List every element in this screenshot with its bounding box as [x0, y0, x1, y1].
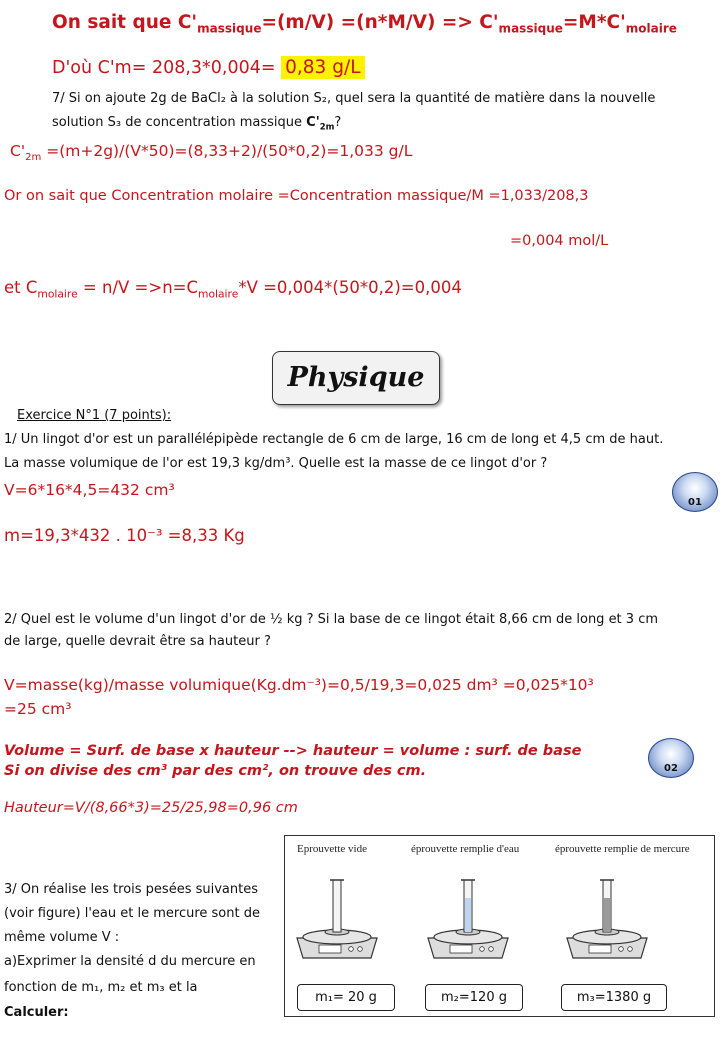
volume-calculation: V=6*16*4,5=432 cm³: [4, 481, 175, 499]
question-3-line-1: 3/ On réalise les trois pesées suivantes: [4, 882, 258, 897]
exercise-title: Exercice N°1 (7 points):: [17, 408, 172, 423]
physique-title: Physique: [272, 351, 440, 405]
question-2-line-1: 2/ Quel est le volume d'un lingot d'or de ½ kg ? Si la base de ce lingot était 8,66 cm de long et 3 cm: [4, 612, 659, 627]
caption-mercury-cylinder: éprouvette remplie de mercure: [555, 843, 690, 855]
question-3-line-4: a)Exprimer la densité d du mercure en: [4, 954, 256, 969]
chem-line-1: On sait que $C'_{massique}=(m/V) =(n*M/V) => C'_{massique}=M*C'_{molaire}$: [52, 12, 677, 36]
question-2-line-2: de large, quelle devrait être sa hauteur ?: [4, 634, 271, 649]
caption-empty-cylinder: Eprouvette vide: [297, 843, 367, 855]
question-7-line-2: solution S₃ de concentration massique $C'_{2m}$?: [52, 115, 342, 132]
mass-calculation: m=19,3*432 . 10⁻³ =8,33 Kg: [4, 526, 245, 545]
caption-water-cylinder: éprouvette remplie d'eau: [411, 843, 520, 855]
weighing-figure: [284, 835, 715, 1017]
height-calculation: Hauteur=V/(8,66*3)=25/25,98=0,96 cm: [4, 800, 298, 816]
balance-water-cylinder: [428, 880, 508, 958]
highlighted-result: 0,83 g/L: [281, 56, 364, 79]
moles-calculation: et $C_{molaire} = n/V =>n=C_{molaire}*V =0,004*(50*0,2)=0,004$: [4, 278, 462, 301]
volume-mass-line-2: =25 cm³: [4, 700, 72, 718]
c2m-calculation: $C'_{2m} =(m+2g)/(V*50)=(8,33+2)/(50*0,2)=1,033$ g/L: [10, 142, 413, 164]
formula-line-2: Si on divise des cm³ par des cm², on trouve des cm.: [4, 763, 427, 779]
balance-empty-cylinder: [297, 880, 377, 958]
question-1-line-1: 1/ Un lingot d'or est un parallélépipède rectangle de 6 cm de large, 16 cm de long et 4,5 cm de haut.: [4, 432, 664, 447]
formula-line-1: Volume = Surf. de base x hauteur --> hauteur = volume : surf. de base: [4, 743, 582, 759]
question-3-line-6: Calculer:: [4, 1005, 69, 1020]
mass-label-m3: m₃=1380 g: [561, 984, 667, 1011]
question-3-line-5: fonction de m₁, m₂ et m₃ et la: [4, 980, 198, 995]
question-7-line-1: 7/ Si on ajoute 2g de BaCl₂ à la solution S₂, quel sera la quantité de matière dans la nouvelle: [52, 91, 656, 106]
step-badge-02: 02: [648, 738, 694, 778]
molar-concentration-result: =0,004 mol/L: [510, 233, 609, 249]
volume-mass-line-1: V=masse(kg)/masse volumique(Kg.dm⁻³)=0,5/19,3=0,025 dm³ =0,025*10³: [4, 676, 594, 694]
question-3-line-3: même volume V :: [4, 930, 120, 945]
mass-label-m1: m₁= 20 g: [297, 984, 395, 1011]
molar-concentration-line: Or on sait que Concentration molaire =Concentration massique/M =1,033/208,3: [4, 188, 589, 204]
question-3-line-2: (voir figure) l'eau et le mercure sont de: [4, 906, 260, 921]
chem-line-2: D'où C'm= 208,3*0,004= 0,83 g/L: [52, 57, 365, 78]
question-1-line-2: La masse volumique de l'or est 19,3 kg/dm³. Quelle est la masse de ce lingot d'or ?: [4, 456, 548, 471]
balance-mercury-cylinder: [567, 880, 647, 958]
mass-label-m2: m₂=120 g: [425, 984, 523, 1011]
step-badge-01: 01: [672, 472, 718, 512]
